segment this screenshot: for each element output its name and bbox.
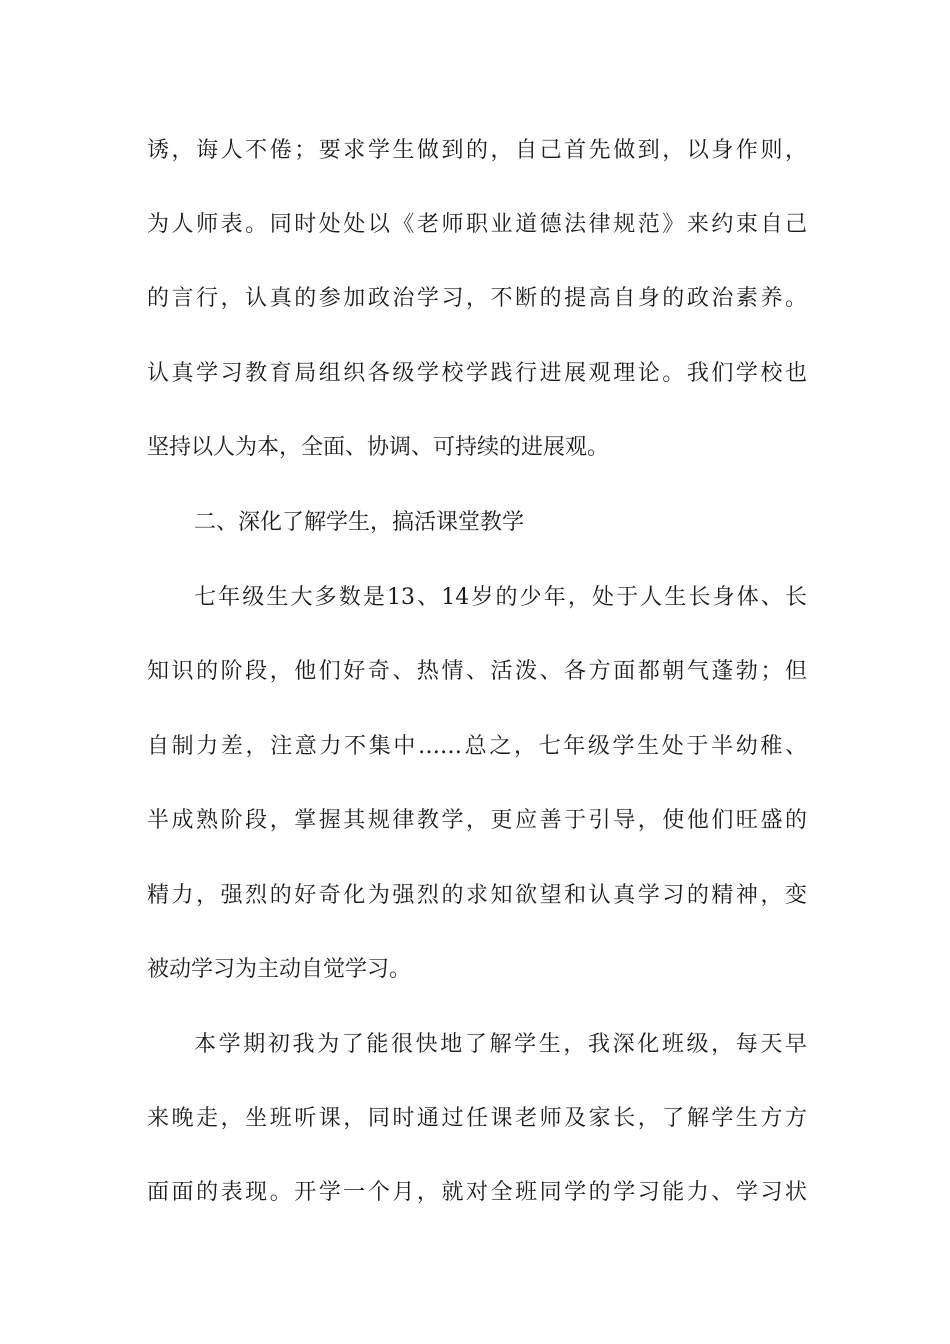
text-line-12: 被动学习为主动自觉学习。 xyxy=(147,957,412,982)
text-line-14: 来晚走，坐班听课，同时通过任课老师及家长，了解学生方方 xyxy=(147,1106,807,1131)
text-line-7: 七年级生大多数是13、14岁的少年，处于人生长身体、长 xyxy=(194,585,807,610)
section-heading: 二、深化了解学生，搞活课堂教学 xyxy=(194,510,525,535)
text-line-2: 为人师表。同时处处以《老师职业道德法律规范》来约束自己 xyxy=(147,212,807,237)
text-line-9: 自制力差，注意力不集中……总之，七年级学生处于半幼稚、 xyxy=(147,734,807,759)
text-line-4: 认真学习教育局组织各级学校学践行进展观理论。我们学校也 xyxy=(147,361,807,386)
text-line-13: 本学期初我为了能很快地了解学生，我深化班级，每天早 xyxy=(194,1032,807,1057)
text-line-11: 精力，强烈的好奇化为强烈的求知欲望和认真学习的精神，变 xyxy=(147,883,807,908)
text-line-8: 知识的阶段，他们好奇、热情、活泼、各方面都朝气蓬勃；但 xyxy=(147,659,807,684)
text-line-1: 诱，诲人不倦；要求学生做到的，自己首先做到，以身作则， xyxy=(147,138,807,163)
text-line-15: 面面的表现。开学一个月，就对全班同学的学习能力、学习状 xyxy=(147,1180,807,1205)
text-line-5: 坚持以人为本，全面、协调、可持续的进展观。 xyxy=(147,435,610,460)
text-line-3: 的言行，认真的参加政治学习，不断的提高自身的政治素养。 xyxy=(147,286,807,311)
text-line-10: 半成熟阶段，掌握其规律教学，更应善于引导，使他们旺盛的 xyxy=(147,808,807,833)
